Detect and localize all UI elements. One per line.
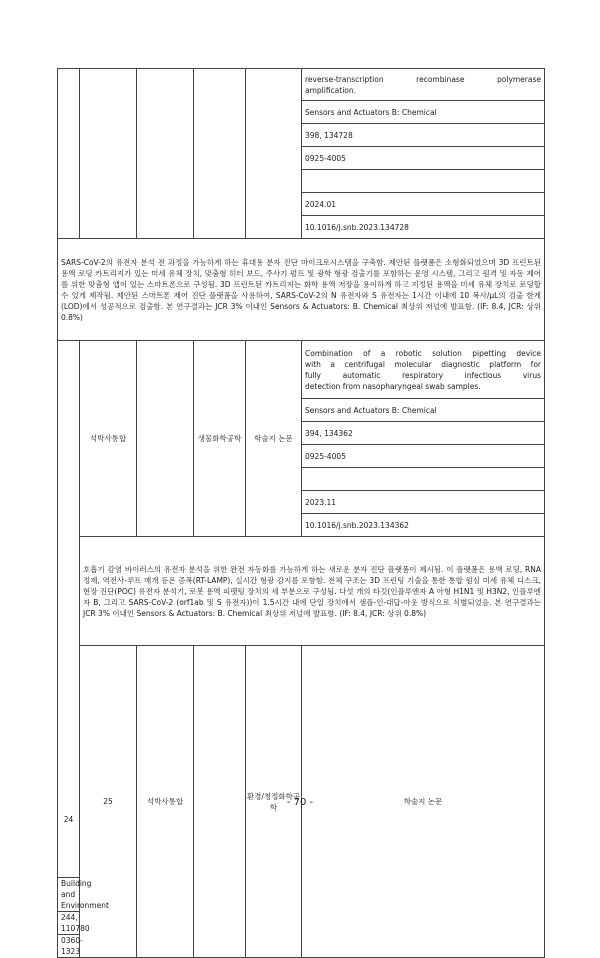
entry23-field-cell — [194, 69, 246, 239]
title-line: fully automatic respiratory infectious virus — [305, 370, 541, 380]
title-line: detection from nasopharyngeal swab samples. — [305, 381, 481, 391]
entry25-field: 환경/청정화학공학 — [246, 646, 302, 958]
entry25-number: 25 — [80, 646, 137, 958]
entry24-doi: 10.1016/j.snb.2023.134362 — [302, 514, 545, 537]
entry24-number: 24 — [58, 341, 80, 878]
entry25-volume: 244, 110780 — [58, 912, 80, 935]
entry23-date: 2024.01 — [302, 193, 545, 216]
entry25-journal: Building and Environment — [58, 878, 80, 912]
achievement-table — [57, 68, 545, 958]
title-line: with a centrifugal molecular diagnostic platform for — [305, 359, 541, 369]
entry23-blank-cell — [137, 69, 194, 239]
table-row — [58, 69, 545, 101]
entry23-type-cell — [80, 69, 137, 239]
entry24-kind: 학술지 논문 — [246, 341, 302, 537]
entry23-kind-cell — [246, 69, 302, 239]
entry24-title — [302, 341, 545, 399]
entry23-title — [302, 69, 545, 101]
entry23-number-cell — [58, 69, 80, 239]
entry24-field: 생물화학공학 — [194, 341, 246, 537]
title-line: amplification. — [305, 85, 357, 95]
title-line: Combination of a robotic solution pipetting device — [305, 348, 541, 358]
entry23-volume: 398, 134728 — [302, 124, 545, 147]
entry24-blank — [302, 468, 545, 491]
entry25-type: 석박사통합 — [137, 646, 194, 958]
entry24-summary: 호흡기 감염 바이러스의 유전자 분석을 위한 완전 자동화를 가능하게 하는 새로운 분자 진단 플랫폼이 제시됨. 이 플랫폼은 용액 로딩, RNA 정제, 역전사-루프 매개 등온 증폭(RT-LAMP), 실시간 형광 감지를 포함함. 전체 구조는 3D 프린팅 기술을 통한 통합 원심 미세 유체 디스크, 현장 진단(POC) 유전자 분석기, 로봇 용액 피펫팅 장치의 세 부분으로 구성됨. 다섯 개의 타깃(인플루엔자 A 아형 H1N1 및 H3N2, 인플루엔자 B, 그리고 SARS-CoV-2 (orf1ab 및 S 유전자))이 1.5시간 내에 단일 장치에서 샘플-인-대답-아웃 방식으로 식별되었음. 본 연구결과는 JCR 3% 이내인 Sensors & Actuators: B. Chemical 최상위 저널에 발표함. (IF: 8.4, JCR: 상위 0.8%) — [80, 537, 545, 646]
entry23-summary: SARS-CoV-2의 유전자 분석 전 과정을 가능하게 하는 휴대용 분자 진단 마이크로시스템을 구축함. 제안된 플랫폼은 소형화되었으며 3D 프린트된 용액 로딩 카트리지가 있는 미세 유체 장치, 맞춤형 히터 보드, 주사기 펌프 및 광학 형광 검출기를 포함하는 운영 시스템, 그리고 원격 및 자동 제어를 위한 맞춤형 앱이 있는 스마트폰으로 구성됨. 3D 프린트된 카트리지는 화학 용액 저장을 용이하게 하고 지정된 용액을 미세 유체 장치로 로딩할 수 있게 제작됨. 제안된 스마트폰 제어 진단 플랫폼을 사용하여, SARS-CoV-2의 N 유전자와 S 유전자는 1시간 이내에 10 복사/μL의 검출 한계(LOD)에서 성공적으로 검출함. 본 연구결과는 JCR 3% 이내인 Sensors & Actuators: B. Chemical 최상위 저널에 발표함. (IF: 8.4, JCR: 상위 0.8%) — [58, 239, 545, 341]
title-line: reverse-transcription recombinase polymerase — [305, 74, 541, 84]
page-number: - 70 - — [286, 797, 314, 808]
entry24-journal: Sensors and Actuators B: Chemical — [302, 399, 545, 422]
entry24-blank-cell — [137, 341, 194, 537]
entry24-volume: 394, 134362 — [302, 422, 545, 445]
entry23-doi: 10.1016/j.snb.2023.134728 — [302, 216, 545, 239]
entry24-date: 2023.11 — [302, 491, 545, 514]
entry23-issn: 0925-4005 — [302, 147, 545, 170]
entry25-kind: 학술지 논문 — [302, 646, 545, 958]
entry25-issn: 0360-1323 — [58, 935, 80, 958]
entry24-type: 석박사통합 — [80, 341, 137, 537]
entry23-journal: Sensors and Actuators B: Chemical — [302, 101, 545, 124]
entry23-blank — [302, 170, 545, 193]
entry24-issn: 0925-4005 — [302, 445, 545, 468]
